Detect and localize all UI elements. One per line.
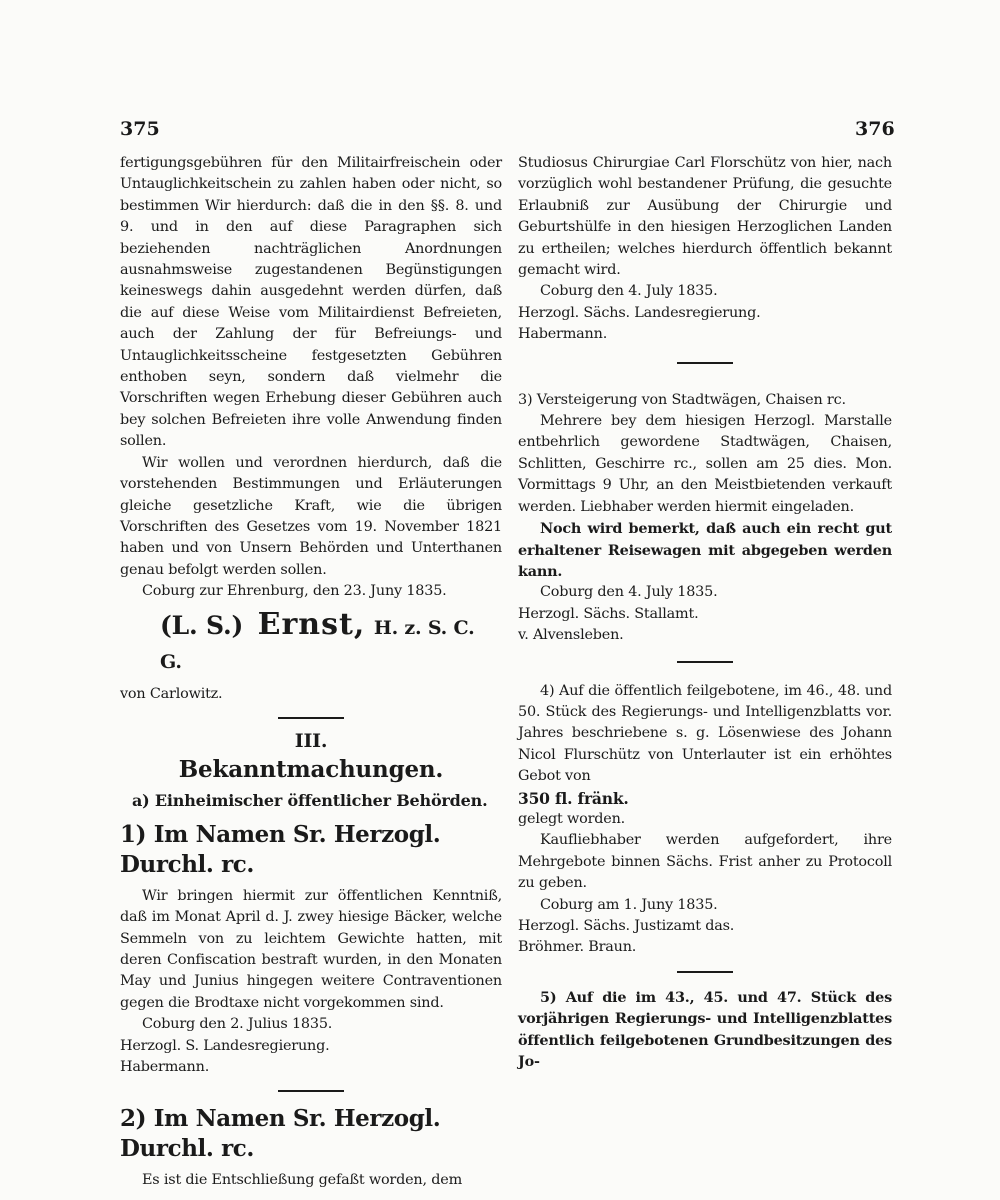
- meadow-sale-date: Coburg am 1. Juny 1835.: [540, 896, 718, 913]
- ruler-title: H. z. S. C. G.: [160, 616, 475, 673]
- resolution-authority: Herzogl. Sächs. Landesregierung.: [518, 304, 761, 321]
- bakers-notice-paragraph: Wir bringen hiermit zur öffentlichen Kenntniß, daß im Monat April d. J. zwey hiesige Bäcker, welche Semmeln von zu leichtem Gewichte hatten, mit deren Confiscation bestraft wurden, in den Monaten May und Junius hingegen weitere Contraventionen gegen die Brodtaxe nicht vorgekommen sind.: [120, 887, 502, 1011]
- announcement-heading-2: 2) Im Namen Sr. Herzogl. Durchl. rc.: [120, 1105, 441, 1163]
- auction-paragraph: Mehrere bey dem hiesigen Herzogl. Marstalle entbehrlich gewordene Stadtwägen, Chaisen, Schlitten, Geschirre rc., sollen am 25 dies. Mon. Vormittags 9 Uhr, an den Meistbietenden verkauft werden. Liebhaber werden hiermit eingeladen.: [518, 413, 892, 515]
- meadow-sale-continuation: gelegt worden.: [518, 810, 626, 827]
- bakers-notice-date: Coburg den 2. Julius 1835.: [142, 1016, 333, 1033]
- resolution-paragraph-continued: Studiosus Chirurgiae Carl Florschütz von hier, nach vorzüglich wohl bestandener Prüfung, die gesuchte Erlaubniß zur Ausübung der Chirurgie und Geburtshülfe in den hiesigen Herzoglichen Landen zu ertheilen; welches hierdurch öffentlich bekannt gemacht wird.: [518, 155, 892, 279]
- bakers-notice-signer: Habermann.: [120, 1059, 210, 1075]
- property-sale-paragraph: 5) Auf die im 43., 45. und 47. Stück des vorjährigen Regierungs- und Intelligenzblattes öffentlich feilgebotenen Grundbesitzungen des Jo-: [518, 988, 892, 1071]
- auction-title: 3) Versteigerung von Stadtwägen, Chaisen rc.: [518, 391, 846, 408]
- countersignature: von Carlowitz.: [120, 685, 223, 702]
- bakers-notice-authority: Herzogl. S. Landesregierung.: [120, 1037, 330, 1054]
- meadow-sale-bidding-paragraph: Kaufliebhaber werden aufgefordert, ihre Mehrgebote binnen Sächs. Frist anher zu Protocoll zu geben.: [518, 832, 892, 892]
- resolution-paragraph-start: Es ist die Entschließung gefaßt worden, dem: [142, 1172, 463, 1189]
- separator-rule: [278, 1090, 344, 1092]
- announcement-heading-1: 1) Im Namen Sr. Herzogl. Durchl. rc.: [120, 820, 441, 878]
- meadow-sale-paragraph: 4) Auf die öffentlich feilgebotene, im 46., 48. und 50. Stück des Regierungs- und Intelligenzblatts vor. Jahres beschriebene s. g. Lösenwiese des Johann Nicol Flurschütz von Unterlauter ist ein erhöhtes Gebot von: [518, 682, 892, 785]
- ruler-signature: [160, 606, 502, 678]
- auction-date: Coburg den 4. July 1835.: [540, 584, 718, 601]
- separator-rule: [677, 362, 733, 364]
- resolution-date: Coburg den 4. July 1835.: [540, 283, 718, 300]
- meadow-sale-authority: Herzogl. Sächs. Justizamt das.: [518, 918, 735, 934]
- page-number-left: 375: [120, 118, 160, 140]
- page-number-right: 376: [855, 118, 895, 140]
- meadow-sale-signers: Bröhmer. Braun.: [518, 939, 637, 956]
- left-column: [120, 153, 502, 1192]
- separator-rule: [677, 971, 733, 973]
- auction-signer: v. Alvensleben.: [518, 627, 624, 644]
- decree-continuation-paragraph: fertigungsgebühren für den Militairfreischein oder Untauglichkeitschein zu zahlen haben oder nicht, so bestimmen Wir hierdurch: daß die in den §§. 8. und 9. und in den auf diese Paragraphen sich beziehenden nachträglichen Anordnungen ausnahmsweise zugestandenen Begünstigungen keineswegs dahin ausgedehnt werden dürfen, daß die auf diese Weise vom Militairdienst Befreieten, auch der Zahlung der für Befreiungs- und Untauglichkeitsscheine festgesetzten Gebühren enthoben seyn, sondern daß vielmehr die Vorschriften wegen Erhebung dieser Gebühren auch bey solchen Befreieten ihre volle Anwendung finden sollen.: [120, 155, 502, 450]
- resolution-signer: Habermann.: [518, 326, 608, 343]
- subsection-title: a) Einheimischer öffentlicher Behörden.: [132, 791, 488, 811]
- auction-note: Noch wird bemerkt, daß auch ein recht gut erhaltener Reisewagen mit abgegeben werden kann.: [518, 520, 892, 580]
- decree-ordinance-paragraph: Wir wollen und verordnen hierdurch, daß die vorstehenden Bestimmungen und Erläuterungen gleiche gesetzliche Kraft, wie die übrigen Vorschriften des Gesetzes vom 19. November 1821 haben und von Unsern Behörden und Unterthanen genau befolgt werden sollen.: [120, 454, 502, 578]
- decree-date-line: Coburg zur Ehrenburg, den 23. Juny 1835.: [142, 583, 447, 600]
- auction-authority: Herzogl. Sächs. Stallamt.: [518, 605, 699, 622]
- section-title: Bekanntmachungen.: [178, 756, 444, 784]
- meadow-sale-amount: 350 fl. fränk.: [518, 788, 629, 808]
- separator-rule: [677, 661, 733, 663]
- right-column: [518, 153, 892, 1072]
- separator-rule: [278, 717, 344, 719]
- section-number: III.: [294, 729, 328, 752]
- seal-mark: (L. S.): [160, 610, 244, 640]
- ruler-name: Ernst,: [257, 606, 366, 642]
